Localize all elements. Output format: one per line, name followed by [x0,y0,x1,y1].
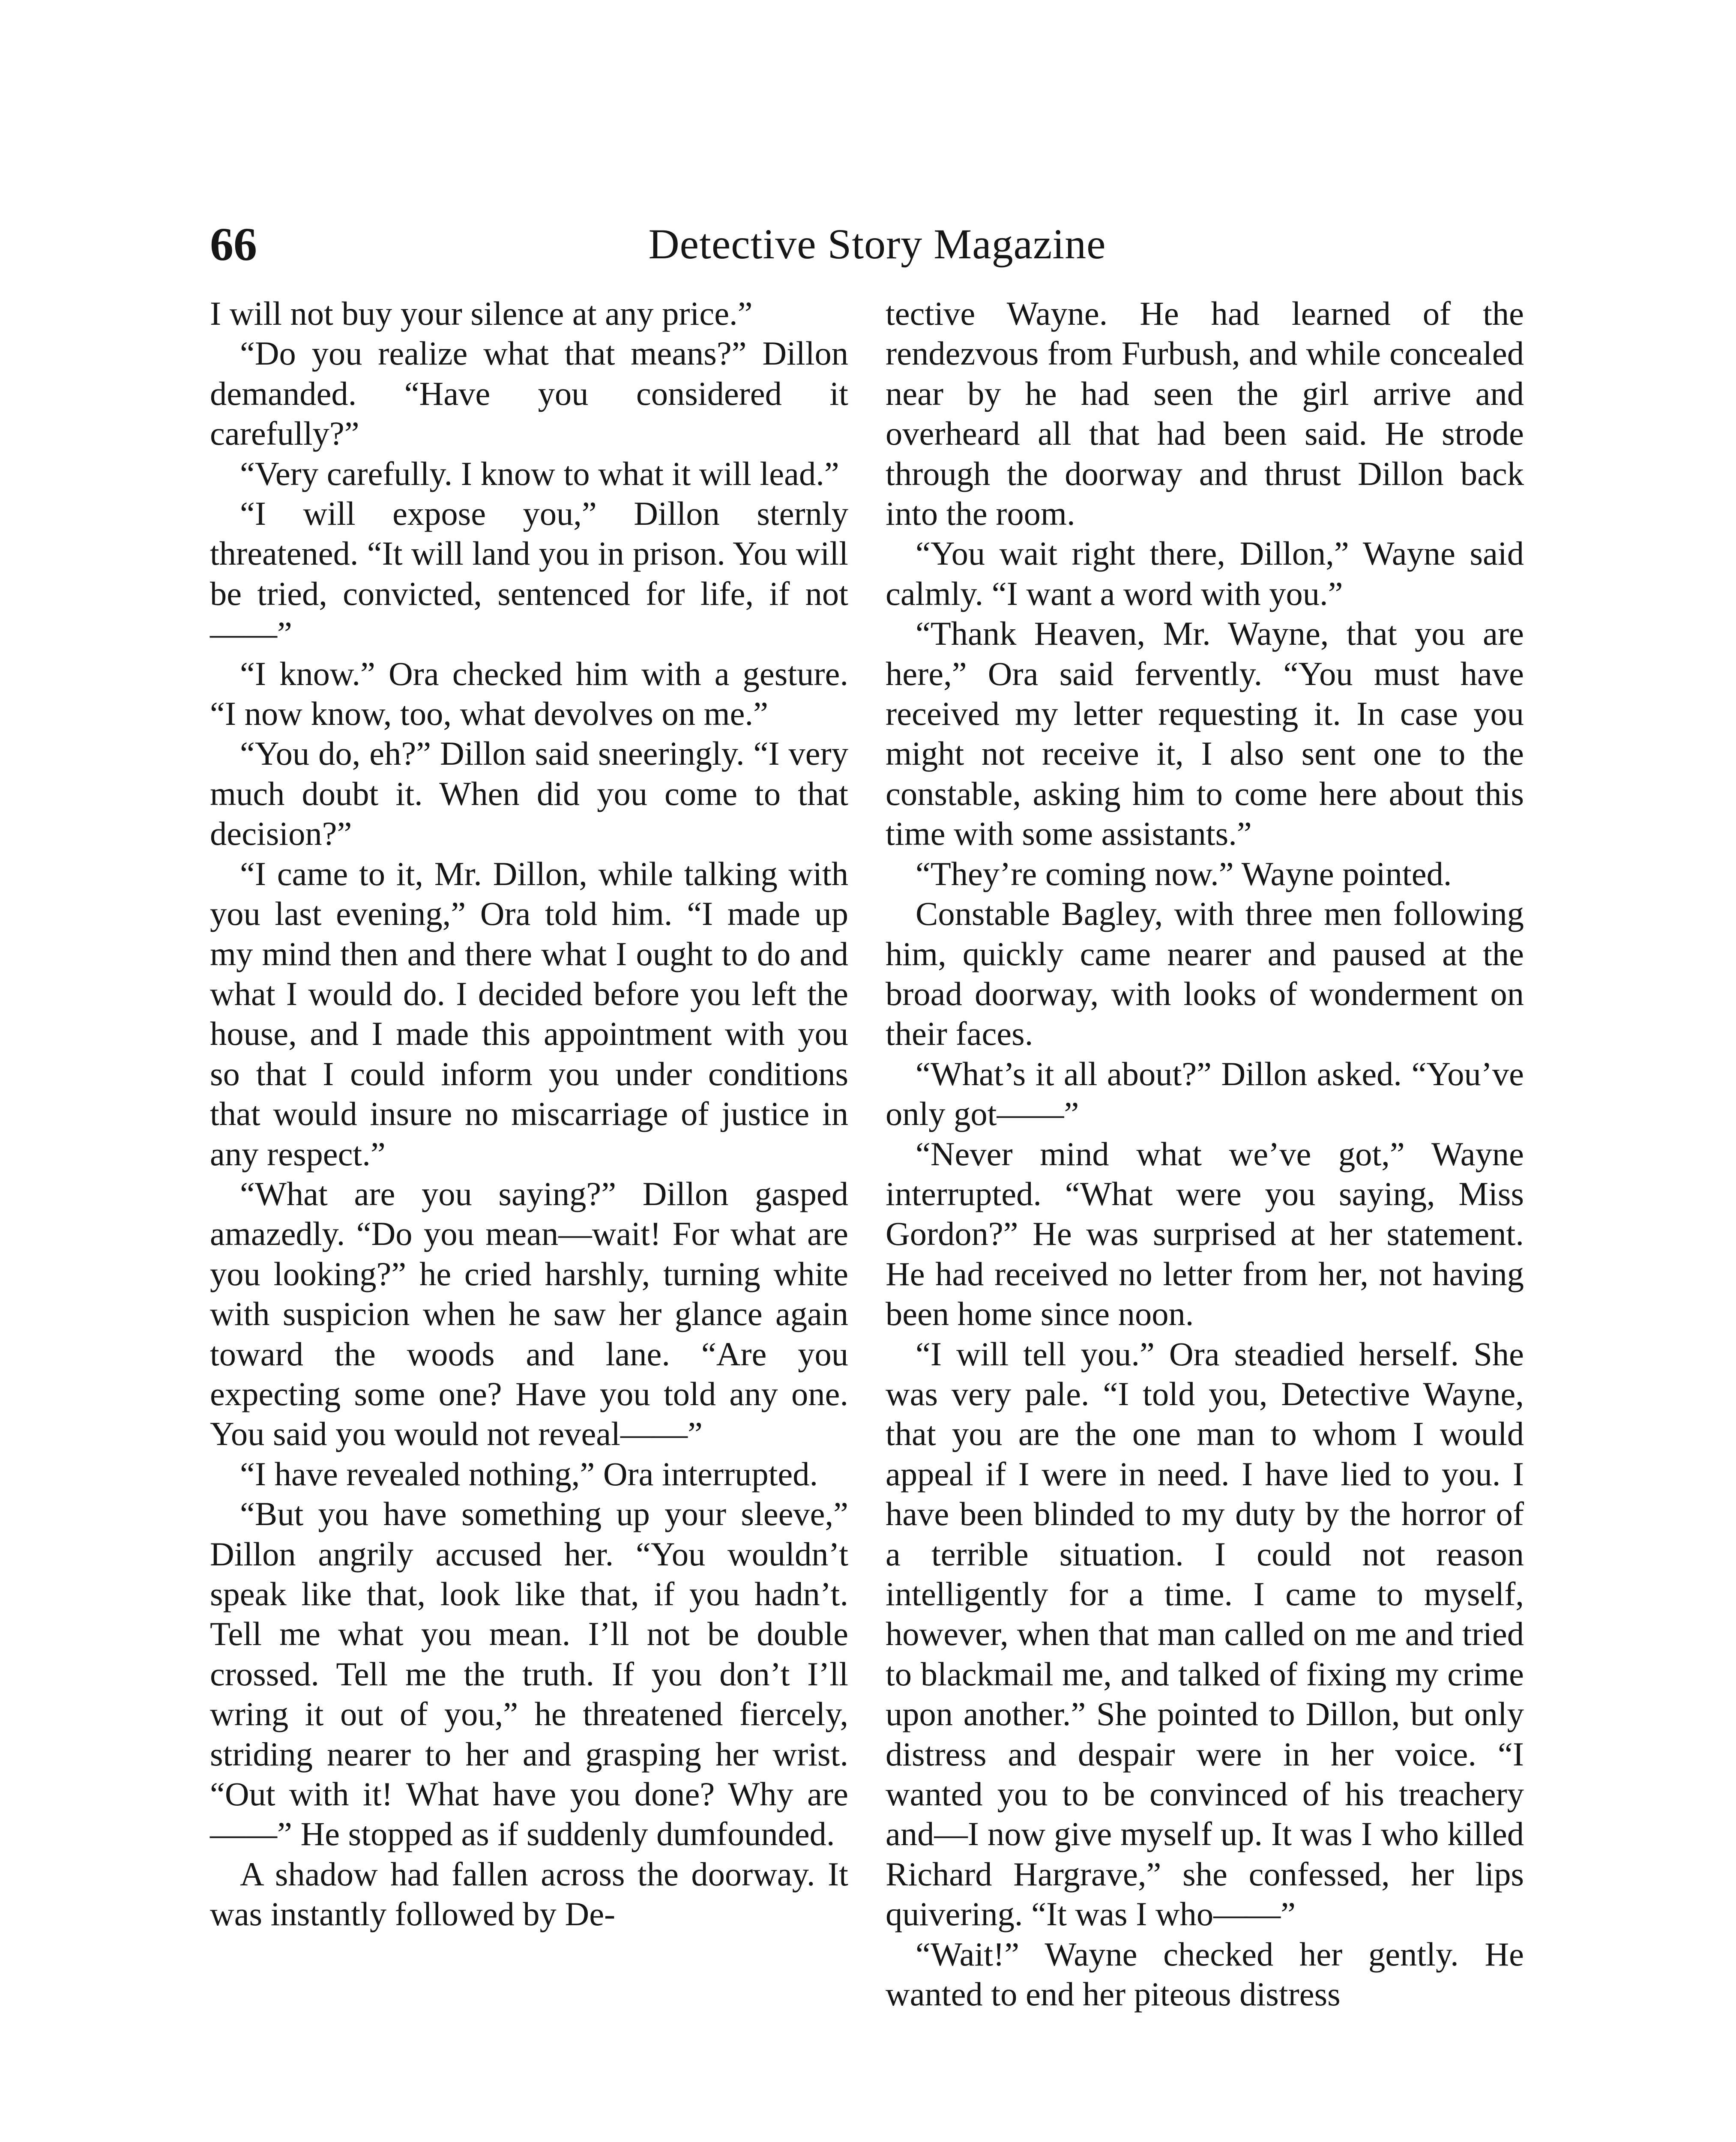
paragraph: “I have revealed nothing,” Ora interrupted. [240,1455,818,1493]
paragraph: “I came to it, Mr. Dillon, while talking with you last evening,” Ora told him. “I made up my mind then and there what I ought to do and what I would do. I decided before you left the house, and I made this appointment with you so that I could inform you under conditions that would insure no miscarriage of justice in any respect.” [210,855,848,1173]
left-column [210,293,848,1934]
right-column [886,293,1524,2014]
paragraph: “Thank Heaven, Mr. Wayne, that you are here,” Ora said fervently. “You must have received my letter requesting it. In case you might not receive it, I also sent one to the constable, asking him to come here about this time with some assistants.” [886,615,1524,853]
paragraph: tective Wayne. He had learned of the rendezvous from Furbush, and while concealed near by he had seen the girl arrive and overheard all that had been said. He strode through the doorway and thrust Dillon back into the room. [886,295,1524,533]
paragraph: “What are you saying?” Dillon gasped amazedly. “Do you mean—wait! For what are you looking?” he cried harshly, turning white with suspicion when he saw her glance again toward the woods and lane. “Are you expecting some one? Have you told any one. You said you would not reveal——” [210,1175,848,1453]
paragraph: “Very carefully. I know to what it will lead.” [240,455,839,492]
paragraph: “They’re coming now.” Wayne pointed. [916,855,1452,892]
page-number: 66 [210,218,257,270]
paragraph: I will not buy your silence at any price.” [210,295,753,332]
paragraph: “I will tell you.” Ora steadied herself. She was very pale. “I told you, Detective Wayne, that you are the one man to whom I would appeal if I were in need. I have lied to you. I have been blinded to my duty by the horror of a terrible situation. I could not reason intelligently for a time. I came to myself, however, when that man called on me and tried to blackmail me, and talked of fixing my crime upon another.” She pointed to Dillon, but only distress and despair were in her voice. “I wanted you to be convinced of his treachery and—I now give myself up. It was I who killed Richard Hargrave,” she confessed, her lips quivering. “It was I who——” [886,1335,1524,1933]
paragraph: “Do you realize what that means?” Dillon demanded. “Have you considered it carefully?” [210,335,848,452]
paragraph: “You wait right there, Dillon,” Wayne said calmly. “I want a word with you.” [886,535,1524,612]
paragraph: “Wait!” Wayne checked her gently. He wanted to end her piteous distress [886,1935,1524,2013]
paragraph: “What’s it all about?” Dillon asked. “You’ve only got——” [886,1055,1524,1133]
paragraph: A shadow had fallen across the doorway. It was instantly followed by De- [210,1855,848,1933]
paragraph: “Never mind what we’ve got,” Wayne interrupted. “What were you saying, Miss Gordon?” He was surprised at her statement. He had received no letter from her, not having been home since noon. [886,1135,1524,1333]
page-header [210,212,1544,276]
paragraph: “You do, eh?” Dillon said sneeringly. “I very much doubt it. When did you come to that decision?” [210,735,848,853]
paragraph: Constable Bagley, with three men following him, quickly came nearer and paused at the broad doorway, with looks of wonderment on their faces. [886,895,1524,1053]
paragraph: “But you have something up your sleeve,” Dillon angrily accused her. “You wouldn’t speak like that, look like that, if you hadn’t. Tell me what you mean. I’ll not be double crossed. Tell me the truth. If you don’t I’ll wring it out of you,” he threatened fiercely, striding nearer to her and grasping her wrist. “Out with it! What have you done? Why are——” He stopped as if suddenly dumfounded. [210,1495,848,1853]
running-title: Detective Story Magazine [648,220,1106,268]
paragraph: “I will expose you,” Dillon sternly threatened. “It will land you in prison. You will be tried, convicted, sentenced for life, if not——” [210,495,848,652]
paragraph: “I know.” Ora checked him with a gesture. “I now know, too, what devolves on me.” [210,655,848,733]
